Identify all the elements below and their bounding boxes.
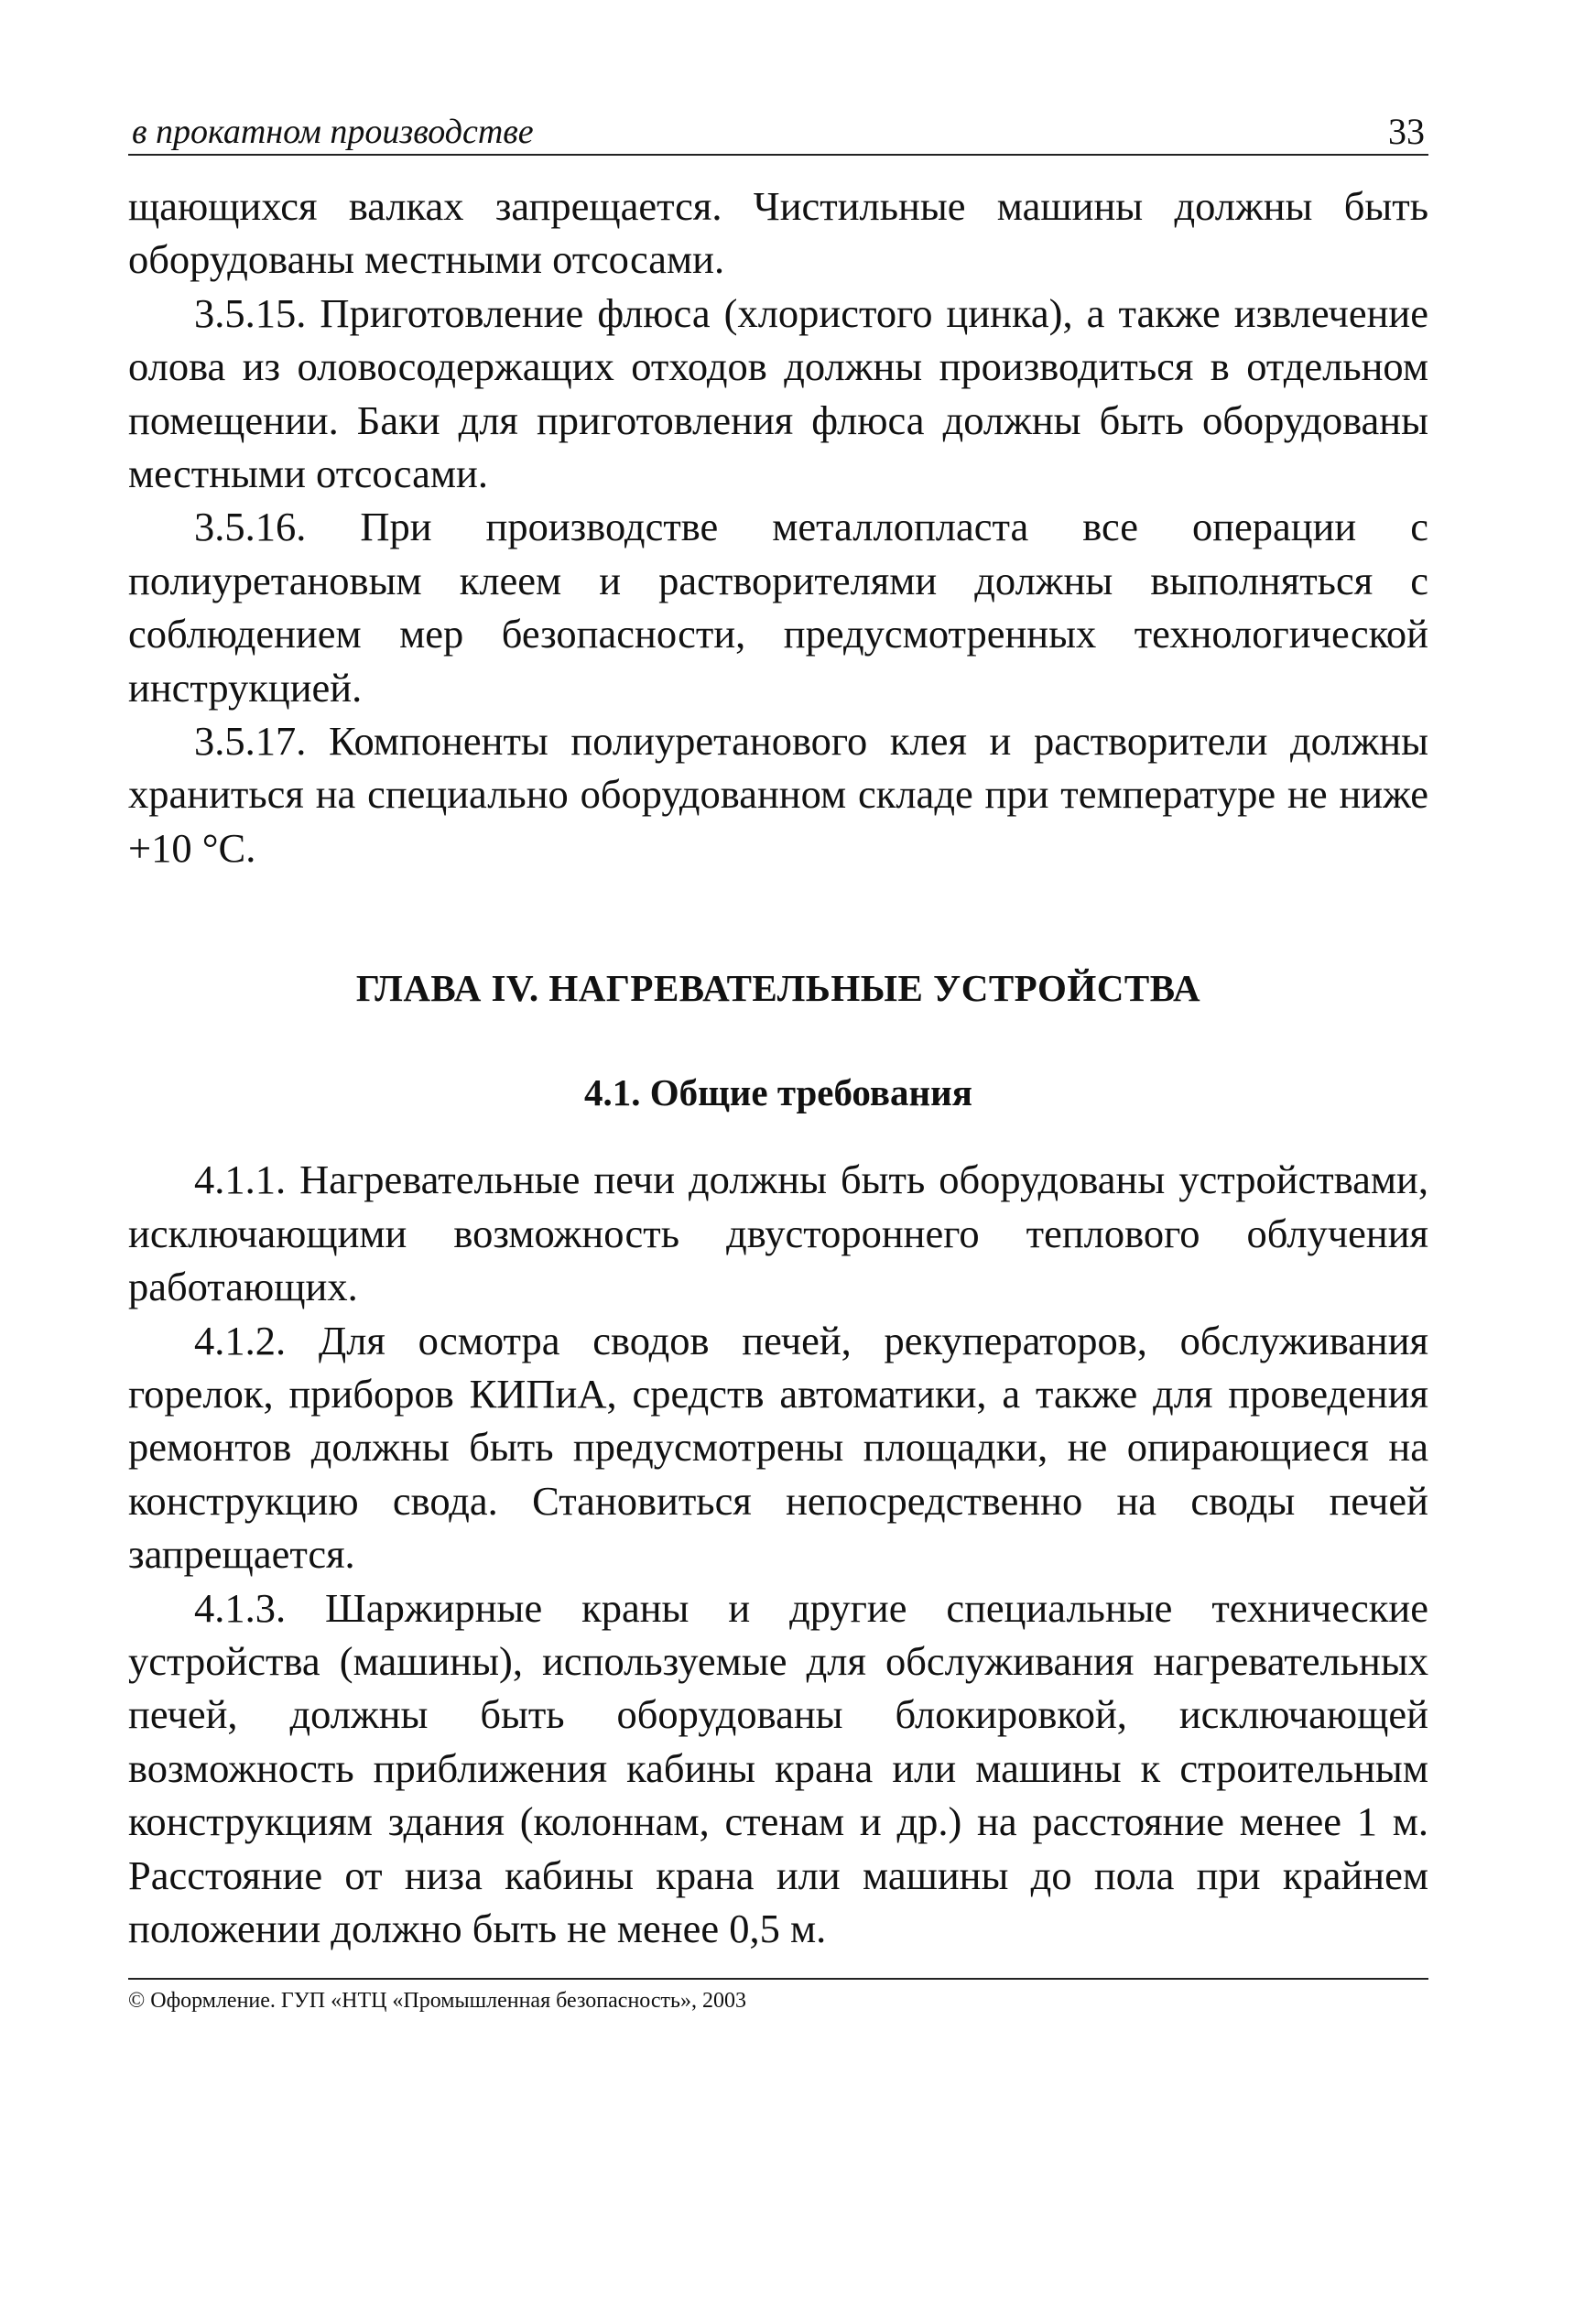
paragraph-4-1-1: 4.1.1. Нагревательные печи должны быть оборудованы устройствами, исключающими возможность двустороннего теплового облучения работающих. [128,1157,1428,1310]
page-body [128,179,1428,1955]
footer [128,1978,1428,2014]
running-title: в прокатном производстве [132,113,534,151]
section-title: 4.1. Общие требования [584,1071,972,1114]
paragraph-continuation: щающихся валках запрещается. Чистильные машины должны быть оборудованы местными отсосами. [128,183,1428,283]
chapter-title: ГЛАВА IV. НАГРЕВАТЕЛЬНЫЕ УСТРОЙСТВА [355,967,1201,1010]
copyright-notice: © Оформление. ГУП «НТЦ «Промышленная безопасность», 2003 [128,1989,746,2013]
running-header [128,108,1428,156]
page-number: 33 [1388,111,1425,152]
paragraph-4-1-2: 4.1.2. Для осмотра сводов печей, рекуператоров, обслуживания горелок, приборов КИПиА, средств автоматики, а также для проведения ремонтов должны быть предусмотрены площадки, не опирающиеся на конструкцию свода. Становиться непосредственно на своды печей запрещается. [128,1317,1428,1578]
paragraph-3-5-15: 3.5.15. Приготовление флюса (хлористого цинка), а также извлечение олова из оловосодержащих отходов должны производиться в отдельном помещении. Баки для приготовления флюса должны быть оборудованы местными отсосами. [128,289,1428,497]
paragraph-3-5-16: 3.5.16. При производстве металлопласта все операции с полиуретановым клеем и растворителями должны выполняться с соблюдением мер безопасности, предусмотренных технологической инструкцией. [128,504,1428,711]
paragraph-4-1-3: 4.1.3. Шаржирные краны и другие специальные технические устройства (машины), используемые для обслуживания нагревательных печей, должны быть оборудованы блокировкой, исключающей возможность приближения кабины крана или машины к строительным конструкциям здания (колоннам, стенам и др.) на расстояние менее 1 м. Расстояние от низа кабины крана или машины до пола при крайнем положении должно быть не менее 0,5 м. [128,1584,1428,1951]
paragraph-3-5-17: 3.5.17. Компоненты полиуретанового клея и растворители должны храниться на специально оборудованном складе при температуре не ниже +10 °С. [128,718,1428,871]
